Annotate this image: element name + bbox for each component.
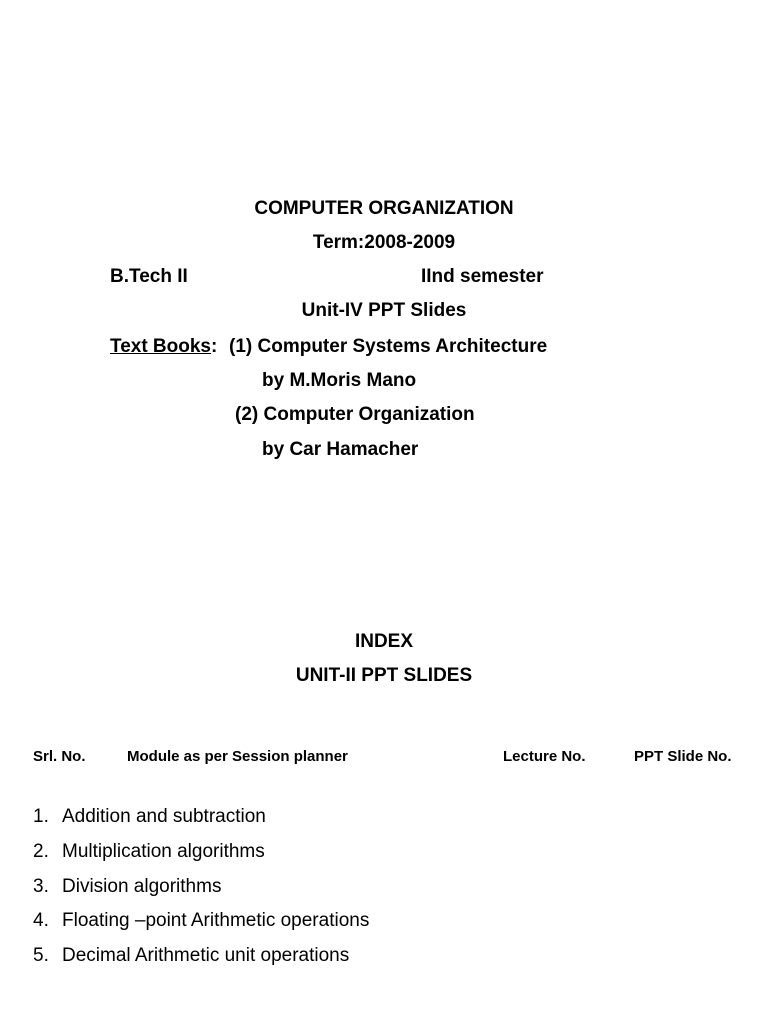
column-header-lecture-no: Lecture No. (503, 748, 586, 765)
book2-title: (2) Computer Organization (235, 404, 475, 425)
list-item (33, 877, 221, 896)
unit-title: Unit-IV PPT Slides (301, 300, 467, 321)
list-item-label: Division algorithms (62, 876, 222, 897)
semester: IInd semester (421, 266, 544, 287)
course-title: COMPUTER ORGANIZATION (254, 198, 514, 219)
column-header-module: Module as per Session planner (127, 748, 348, 765)
list-item-number: 4. (33, 910, 49, 931)
text-books-line (110, 337, 217, 356)
list-item-number: 2. (33, 841, 49, 862)
list-item-label: Addition and subtraction (62, 806, 266, 827)
list-item-label: Multiplication algorithms (62, 841, 265, 862)
list-item-number: 5. (33, 945, 49, 966)
list-item (33, 842, 265, 861)
list-item-label: Floating –point Arithmetic operations (62, 910, 370, 931)
term: Term:2008-2009 (312, 232, 456, 253)
list-item (33, 946, 349, 965)
index-subheading: UNIT-II PPT SLIDES (295, 665, 473, 686)
column-header-srl-no: Srl. No. (33, 748, 86, 765)
book1-title: (1) Computer Systems Architecture (229, 336, 548, 357)
text-books-colon: : (211, 336, 218, 357)
column-header-ppt-slide-no: PPT Slide No. (634, 748, 732, 765)
index-heading: INDEX (354, 631, 414, 652)
list-item-number: 1. (33, 806, 49, 827)
program: B.Tech II (110, 266, 188, 287)
book1-author: by M.Moris Mano (262, 370, 417, 391)
list-item-label: Decimal Arithmetic unit operations (62, 945, 350, 966)
text-books-label: Text Books (110, 336, 212, 357)
book2-author: by Car Hamacher (262, 439, 419, 460)
list-item-number: 3. (33, 876, 49, 897)
list-item (33, 911, 369, 930)
list-item (33, 807, 266, 826)
